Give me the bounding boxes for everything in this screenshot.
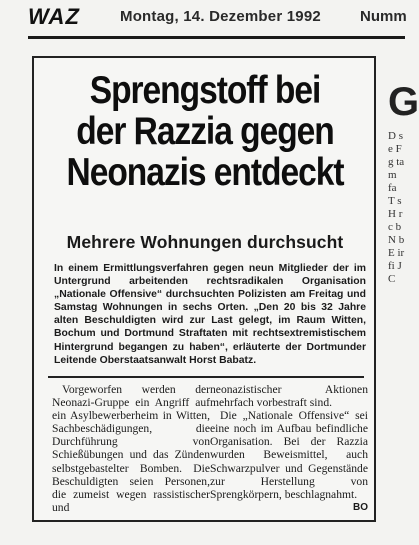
- headline-line-1: Sprengstoff bei: [89, 69, 321, 112]
- author-initials: BO: [353, 501, 368, 513]
- article-headline: [65, 70, 345, 193]
- news-article: [32, 56, 376, 522]
- masthead-rule: [28, 36, 405, 39]
- newspaper-logo: WAZ: [28, 4, 80, 29]
- body-paragraph: [210, 409, 368, 513]
- headline-line-2: der Razzia gegen: [76, 110, 334, 153]
- body-paragraph: neonazistischer Aktionen mehrfach vorbestraft sind.: [210, 383, 368, 410]
- article-column-left: [52, 383, 210, 514]
- neighbor-article-headline-fragment: G: [388, 80, 419, 124]
- issue-date: Montag, 14. Dezember 1992: [120, 8, 321, 25]
- neighbor-article-text-fragment: D s e F g ta m fa T s H r c b N b E ir fi J C: [388, 130, 405, 285]
- lead-divider: [48, 376, 364, 378]
- article-lead-paragraph: In einem Ermittlungsverfahren gegen neun Mitglieder der im Untergrund arbeitenden rechtsradikalen Organisation „Nationale Offensive“ durchsuchten Polizisten am Freitag und Samstag Wohnungen in sechs Orten. „Den 20 bis 32 Jahre alten Beschuldigten wird zur Last gelegt, im Raum Witten, Bochum und Dortmund Straftaten mit rechtsextremistischem Hintergrund begangen zu haben“, erläuterte der Dortmunder Leitende Oberstaatsanwalt Horst Babatz.: [54, 263, 366, 366]
- article-column-right: [210, 383, 368, 514]
- body-paragraph: Vorgeworfen werden der Neonazi-Gruppe ein Angriff auf ein Asylbewerberheim in Witten, Sachbeschädigungen, die Durchführung von Schießübungen und das Zünden selbstgebastelter Bomben. Die Beschuldigten seien Personen, die zumeist wegen rassistischer und: [52, 383, 210, 514]
- article-subheadline: Mehrere Wohnungen durchsucht: [66, 232, 344, 252]
- body-paragraph-text: Die „Nationale Offensive“ sei eine noch im Aufbau befindliche Organisation. Bei der Razzia wurden Beweismittel, auch Schwarzpulver und Gegenstände zur Herstellung von Sprengkörpern, beschlagnahmt.: [210, 409, 368, 501]
- newspaper-masthead: [0, 0, 405, 38]
- issue-number-label: Numm: [360, 8, 407, 25]
- headline-line-3: Neonazis entdeckt: [66, 151, 344, 194]
